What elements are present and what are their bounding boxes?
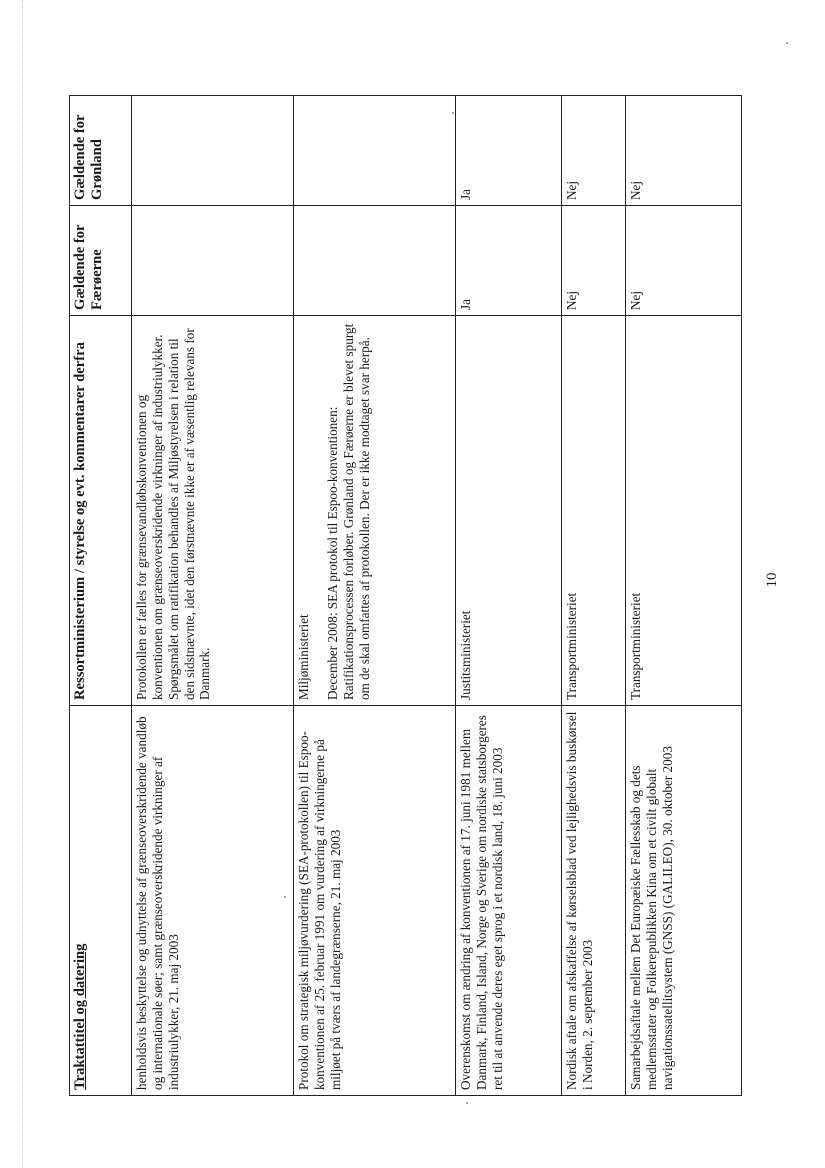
treaty-title-cell: Overenskomst om ændring af konventionen af 17. juni 1981 mellem Danmark, Finland, Island, Norge og Sverige om nordiske statsborgeres ret til at anvende deres eget sprog i et nordisk land, 18. juni 2003	[456, 706, 562, 1096]
header-title: Traktattitel og datering	[70, 706, 132, 1096]
scan-speck	[786, 42, 788, 44]
page-number: 10	[764, 572, 780, 588]
faroe-cell: Ja	[456, 206, 562, 316]
greenland-cell	[132, 96, 294, 206]
treaty-title-cell: Nordisk aftale om afskaffelse af kørselsblad ved lejlighedsvis buskørsel i Norden, 2. september 2003	[562, 706, 626, 1096]
greenland-cell: Ja	[456, 96, 562, 206]
faroe-cell: Nej	[626, 206, 742, 316]
ministry-cell: Transportministeriet	[626, 316, 742, 706]
faroe-cell	[294, 206, 456, 316]
header-greenland: Gældende for Grønland	[70, 96, 132, 206]
scan-speck	[452, 112, 454, 114]
page-edge-line	[0, 0, 23, 1168]
header-ministry: Ressortministerium / styrelse og evt. kommentarer derfra	[70, 316, 132, 706]
header-row	[70, 96, 132, 1096]
ministry-cell	[132, 316, 294, 706]
table-row	[294, 96, 456, 1096]
ministry-cell: Transportministeriet	[562, 316, 626, 706]
faroe-cell	[132, 206, 294, 316]
header-faroe: Gældende for Færøerne	[70, 206, 132, 316]
ministry-cell: Justitsministeriet	[456, 316, 562, 706]
ministry-text: Protokollen er fælles for grænsevandløbskonventionen og konventionen om grænseoverskridende virkninger af industriulykker. Spørgsmålet om ratifikation behandles af Miljøstyrelsen i relation til den sidstnævnte, idet den førstnævnte ikke er af væsentlig relevans for Danmark.	[134, 328, 213, 700]
faroe-cell: Nej	[562, 206, 626, 316]
ministry-cell	[294, 316, 456, 706]
treaty-title-cell: Samarbejdsaftale mellem Det Europæiske Fællesskab og dets medlemsstater og Folkerepublikken Kina om et civilt globalt navigationssatellitsystem (GNSS) (GALILEO), 30. oktober 2003	[626, 706, 742, 1096]
greenland-cell: Nej	[626, 96, 742, 206]
table-row	[626, 96, 742, 1096]
ministry-text: Miljøministeriet	[296, 614, 311, 700]
treaty-table	[69, 95, 742, 1096]
table-row	[132, 96, 294, 1096]
scan-speck	[466, 1102, 468, 1104]
scan-speck	[284, 896, 286, 898]
table-row	[456, 96, 562, 1096]
treaty-title-cell: Protokol om strategisk miljøvurdering (SEA-protokollen) til Espoo-konventionen af 25. februar 1991 om vurdering af virkningerne på miljøet på tværs af landegrænserne, 21. maj 2003	[294, 706, 456, 1096]
greenland-cell: Nej	[562, 96, 626, 206]
rotated-table-wrapper	[69, 96, 741, 1096]
treaty-title-cell: henholdsvis beskyttelse og udnyttelse af grænseoverskridende vandløb og internationale søer; samt grænseoverskridende virkninger af industriulykker, 21. maj 2003	[132, 706, 294, 1096]
greenland-cell	[294, 96, 456, 206]
ministry-comment: December 2008: SEA protokol til Espoo-konventionen: Ratifikationsprocessen forløber. Grønland og Færøerne er blevet spurgt om de skal omfattes af protokollen. Der er ikke modtaget svar herpå.	[324, 323, 372, 700]
table-row	[562, 96, 626, 1096]
